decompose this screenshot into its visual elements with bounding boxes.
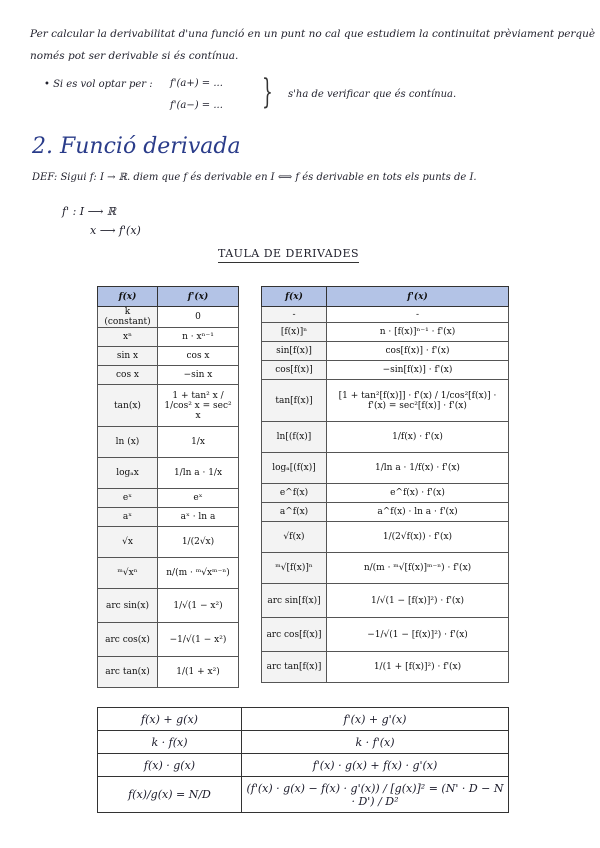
derivative-cell: f'(x) + g'(x) [242, 708, 509, 731]
function-cell: ᵐ√xⁿ [98, 558, 158, 589]
intro-line-2: només pot ser derivable si és contínua. [30, 50, 239, 62]
derivative-cell: 1/ln a · 1/f(x) · f'(x) [327, 453, 509, 484]
derivative-cell: aˣ · ln a [158, 508, 239, 527]
table-row [98, 708, 509, 731]
derivative-map-line-1: f' : I ⟶ ℝ [62, 205, 117, 218]
table-row [98, 489, 239, 508]
table-row [98, 731, 509, 754]
operations-table [97, 707, 509, 813]
derivative-map-line-2: x ⟶ f'(x) [90, 224, 141, 237]
derivative-cell: 1/(1 + x²) [158, 657, 239, 688]
function-cell: f(x) + g(x) [98, 708, 242, 731]
function-cell: sin x [98, 347, 158, 366]
table-row [262, 422, 509, 453]
table-row [262, 503, 509, 522]
function-cell: e^f(x) [262, 484, 327, 503]
table-row [262, 584, 509, 618]
function-cell: arc tan[f(x)] [262, 652, 327, 683]
function-cell: a^f(x) [262, 503, 327, 522]
table-row [262, 453, 509, 484]
function-cell: eˣ [98, 489, 158, 508]
table-row [98, 558, 239, 589]
derivative-cell: 1/x [158, 427, 239, 458]
table-row [262, 323, 509, 342]
table-row [98, 427, 239, 458]
table-row [262, 553, 509, 584]
table-row [262, 342, 509, 361]
derivative-cell: 1/(1 + [f(x)]²) · f'(x) [327, 652, 509, 683]
derivative-cell: cos x [158, 347, 239, 366]
function-cell: arc tan(x) [98, 657, 158, 688]
derivative-cell: 1/(2√x) [158, 527, 239, 558]
function-cell: ln[(f(x)] [262, 422, 327, 453]
derivative-cell: n/(m · ᵐ√xᵐ⁻ⁿ) [158, 558, 239, 589]
formula-right-limit: f'(a+) = ... [170, 78, 223, 89]
function-cell: ln (x) [98, 427, 158, 458]
table-row [98, 366, 239, 385]
continuity-note: s'ha de verificar que és contínua. [288, 89, 457, 100]
column-header: f'(x) [327, 287, 509, 307]
table-row [98, 508, 239, 527]
function-cell: arc sin(x) [98, 589, 158, 623]
section-number: 2. [32, 134, 53, 159]
function-cell: cos x [98, 366, 158, 385]
derivative-cell: n · [f(x)]ⁿ⁻¹ · f'(x) [327, 323, 509, 342]
derivative-cell: (f'(x) · g(x) − f(x) · g'(x)) / [g(x)]² = (N' · D − N · D') / D² [242, 777, 509, 813]
derivative-cell: 1/√(1 − x²) [158, 589, 239, 623]
table-row [98, 589, 239, 623]
table-row [98, 623, 239, 657]
bullet-item: • Si es vol optar per : [44, 79, 153, 90]
function-cell: sin[f(x)] [262, 342, 327, 361]
column-header: f(x) [262, 287, 327, 307]
function-cell: logₐ[(f(x)] [262, 453, 327, 484]
table-row [98, 307, 239, 328]
function-cell: arc cos(x) [98, 623, 158, 657]
function-cell: cos[f(x)] [262, 361, 327, 380]
section-title: Funció derivada [60, 134, 241, 159]
table-row [98, 527, 239, 558]
derivative-cell: [1 + tan²[f(x)]] · f'(x) / 1/cos²[f(x)] · f'(x) = sec²[f(x)] · f'(x) [327, 380, 509, 422]
derivative-cell: 1/√(1 − [f(x)]²) · f'(x) [327, 584, 509, 618]
function-cell: tan(x) [98, 385, 158, 427]
table-row [262, 652, 509, 683]
table-title: TAULA DE DERIVADES [218, 247, 359, 263]
table-row [262, 522, 509, 553]
table-row [262, 307, 509, 323]
function-cell: √x [98, 527, 158, 558]
table-row [262, 361, 509, 380]
function-cell: k (constant) [98, 307, 158, 328]
function-cell: √f(x) [262, 522, 327, 553]
intro-line-1: Per calcular la derivabilitat d'una funció en un punt no cal que estudiem la continuitat prèviament perquè [30, 28, 596, 40]
derivative-cell: a^f(x) · ln a · f'(x) [327, 503, 509, 522]
derivative-cell: 1/(2√f(x)) · f'(x) [327, 522, 509, 553]
derivative-cell: f'(x) · g(x) + f(x) · g'(x) [242, 754, 509, 777]
function-cell: aˣ [98, 508, 158, 527]
function-cell: k · f(x) [98, 731, 242, 754]
function-cell: tan[f(x)] [262, 380, 327, 422]
derivative-cell: −sin x [158, 366, 239, 385]
derivative-cell: n/(m · ᵐ√[f(x)]ᵐ⁻ⁿ) · f'(x) [327, 553, 509, 584]
table-row [98, 657, 239, 688]
derivative-cell: cos[f(x)] · f'(x) [327, 342, 509, 361]
column-header: f'(x) [158, 287, 239, 307]
table-row [98, 328, 239, 347]
table-row [262, 618, 509, 652]
function-cell: ᵐ√[f(x)]ⁿ [262, 553, 327, 584]
derivative-cell: −1/√(1 − x²) [158, 623, 239, 657]
derivatives-table-composite [261, 286, 509, 683]
curly-brace: } [262, 72, 273, 112]
derivative-cell: eˣ [158, 489, 239, 508]
function-cell: - [262, 307, 327, 323]
derivative-cell: e^f(x) · f'(x) [327, 484, 509, 503]
definition-text: DEF: Sigui f: I → ℝ. diem que f és derivable en I ⟺ f és derivable en tots els punts de I. [32, 172, 477, 183]
formula-left-limit: f'(a−) = ... [170, 100, 223, 111]
derivative-cell: −sin[f(x)] · f'(x) [327, 361, 509, 380]
function-cell: xⁿ [98, 328, 158, 347]
derivative-cell: k · f'(x) [242, 731, 509, 754]
derivative-cell: 1 + tan² x / 1/cos² x = sec² x [158, 385, 239, 427]
table-row [262, 484, 509, 503]
section-heading [32, 134, 241, 159]
table-row [262, 380, 509, 422]
column-header: f(x) [98, 287, 158, 307]
table-row [98, 458, 239, 489]
derivatives-table-basic [97, 286, 239, 688]
derivative-cell: 0 [158, 307, 239, 328]
function-cell: arc sin[f(x)] [262, 584, 327, 618]
derivative-cell: - [327, 307, 509, 323]
function-cell: f(x)/g(x) = N/D [98, 777, 242, 813]
function-cell: arc cos[f(x)] [262, 618, 327, 652]
table-row [98, 754, 509, 777]
derivative-cell: n · xⁿ⁻¹ [158, 328, 239, 347]
function-cell: [f(x)]ⁿ [262, 323, 327, 342]
function-cell: logₐx [98, 458, 158, 489]
function-cell: f(x) · g(x) [98, 754, 242, 777]
table-row [98, 385, 239, 427]
derivative-cell: −1/√(1 − [f(x)]²) · f'(x) [327, 618, 509, 652]
derivative-cell: 1/ln a · 1/x [158, 458, 239, 489]
table-row [98, 777, 509, 813]
table-row [98, 347, 239, 366]
derivative-cell: 1/f(x) · f'(x) [327, 422, 509, 453]
